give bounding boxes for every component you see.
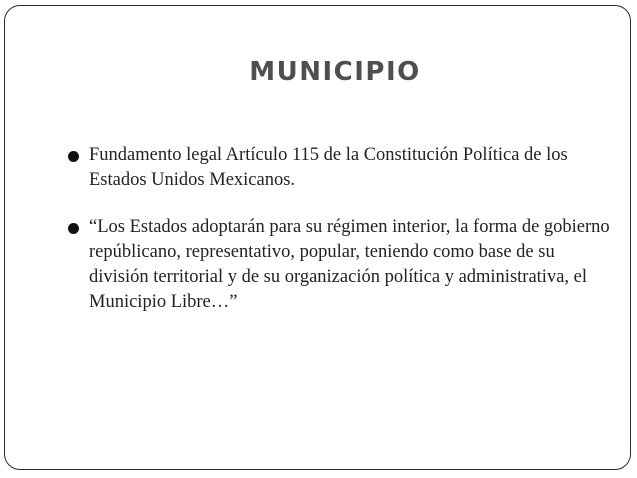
bullet-text: “Los Estados adoptarán para su régimen interior, la forma de gobierno repúblicano, representativo, popular, teniendo como base de su división territorial y de su organización política y administrativa, el Municipio Libre…” — [89, 217, 610, 312]
bullet-dot-icon — [68, 223, 79, 234]
bullet-dot-icon — [68, 151, 79, 162]
bullet-item — [67, 143, 617, 193]
slide-title: MUNICIPIO — [249, 57, 421, 87]
slide — [4, 5, 631, 470]
bullet-item — [67, 215, 617, 315]
bullet-text: Fundamento legal Artículo 115 de la Constitución Política de los Estados Unidos Mexicanos. — [89, 145, 568, 190]
bullet-list — [67, 143, 617, 337]
